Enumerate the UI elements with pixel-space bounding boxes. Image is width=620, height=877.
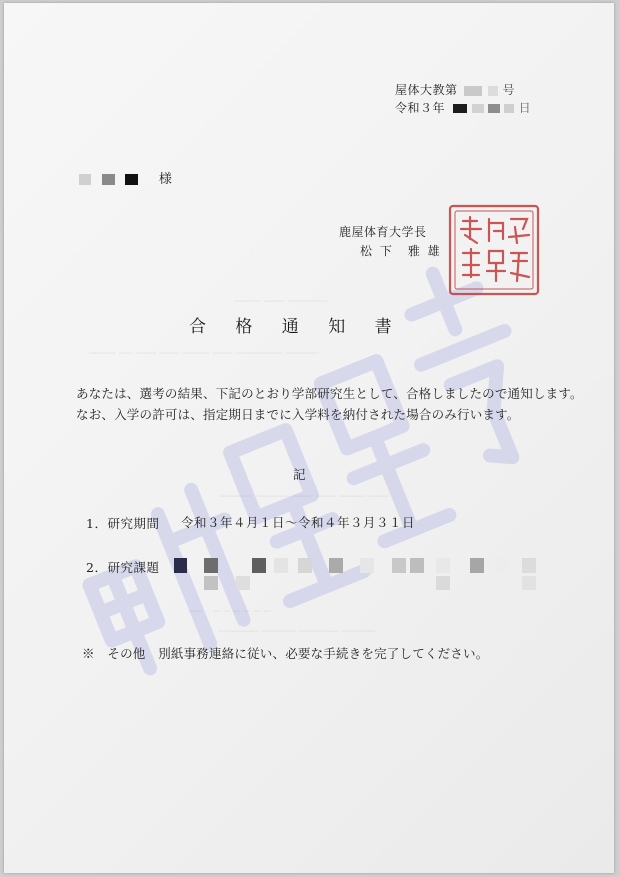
issue-date-suffix: 日 [518,101,532,115]
redacted-block [488,86,498,96]
official-seal [447,203,541,297]
show-through-text: ──── ─── ────── [234,295,328,308]
redacted-block [522,576,536,590]
redacted-block [102,174,115,185]
redacted-block [436,558,450,573]
redacted-block [436,576,450,590]
body-line-1: あなたは、選考の結果、下記のとおり学部研究生として、合格しましたので通知します。 [76,386,583,401]
reference-suffix: 号 [502,83,516,97]
show-through-text: ── ─ ─ ─ ─ ─ ─ [189,605,271,618]
redacted-block [204,576,218,590]
issue-date [395,99,531,116]
redacted-block [522,558,536,573]
sender-title: 鹿屋体育大学長 [339,225,427,239]
redacted-block [125,174,138,185]
redacted-block [298,558,312,573]
reference-number [395,81,515,98]
redacted-block [392,558,406,573]
item-value-research-period: 令和３年４月１日～令和４年３月３１日 [181,515,416,530]
redacted-block [488,104,500,113]
redacted-block [252,558,266,573]
redacted-block [504,104,514,113]
closing-note: ※ その他 別紙事務連絡に従い、必要な手続きを完了してください。 [82,646,489,661]
document-title: 合 格 通 知 書 [189,317,404,337]
redacted-block [236,576,250,590]
redacted-block [470,558,484,573]
ki-marker: 記 [293,467,307,482]
show-through-text: ────── ───── ────── ───── [219,625,376,638]
redacted-block [496,558,510,573]
research-topic-redacted [174,556,554,596]
redacted-block [464,86,482,96]
redacted-block [79,174,91,185]
redacted-block [360,558,374,573]
item-label-research-topic: 2．研究課題 [86,560,160,575]
item-label-research-period: 1．研究期間 [86,516,160,531]
body-line-2: なお、入学の許可は、指定期日までに入学料を納付された場合のみ行います。 [76,407,520,422]
redacted-block [453,104,467,113]
sender-name: 松 下 雅 雄 [360,244,442,258]
redacted-block [174,558,187,573]
redacted-block [410,558,424,573]
issue-date-prefix: 令和３年 [395,101,446,115]
addressee-honorific: 様 [158,172,173,187]
redacted-block [274,558,288,573]
redacted-block [472,104,484,113]
redacted-block [329,558,343,573]
addressee [79,168,172,187]
show-through-text: ──── ── ─── ─── ──── ─── ─────── ───── [89,347,319,360]
reference-prefix: 屋体大教第 [395,83,458,97]
notice-paper [4,3,614,873]
redacted-block [204,558,218,573]
show-through-text: ───── ───── ─── ─── ──── ─── [219,490,389,503]
